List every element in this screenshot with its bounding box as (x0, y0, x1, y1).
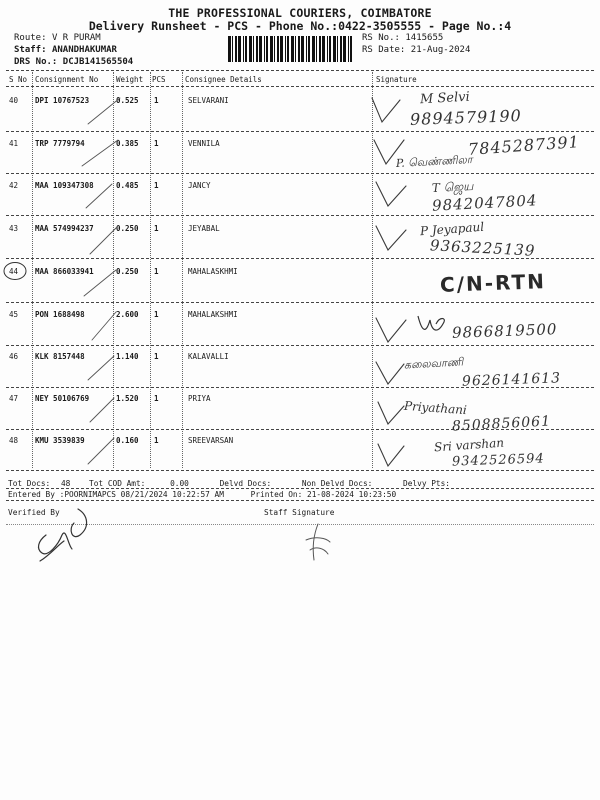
row-consignee: PRIYA (188, 394, 211, 403)
row-weight: 0.160 (116, 436, 139, 445)
row-sno: 47 (9, 394, 19, 403)
signature-name: Priyathani (403, 398, 468, 418)
printed-on-value: 21-08-2024 10:23:50 (307, 490, 397, 499)
row-sno: 40 (9, 96, 19, 105)
route-value: V R PURAM (51, 33, 101, 43)
col-header-consignee: Consignee Details (185, 75, 262, 84)
footer-divider (6, 488, 594, 489)
signature-phone: 9342526594 (451, 451, 545, 470)
route-label: Route: (14, 33, 47, 43)
row-sno: 46 (9, 352, 19, 361)
totals-line (8, 479, 450, 488)
non-delvd-label: Non Delvd Docs: (301, 479, 373, 488)
scribble-signature (416, 312, 450, 338)
col-header-consignment: Consignment No (35, 75, 99, 84)
row-consignee: MAHALASKHMI (188, 267, 238, 276)
cod-label: Tot COD Amt: (89, 479, 146, 488)
page-title: THE PROFESSIONAL COURIERS, COIMBATORE (168, 6, 432, 20)
verifier-signature (28, 505, 108, 565)
row-sno: 41 (9, 139, 19, 148)
row-weight: 0.525 (116, 96, 139, 105)
signature-name: P. வெண்ணிலா (395, 153, 473, 170)
pen-stroke (88, 356, 114, 380)
row-pcs: 1 (154, 139, 159, 148)
row-consignee: MAHALAKSHMI (188, 310, 238, 319)
signature-phone: 9866819500 (451, 320, 558, 342)
tot-docs-value: 48 (60, 479, 71, 488)
row-weight: 1.140 (116, 352, 139, 361)
signature-phone: 9363225139 (429, 236, 536, 260)
row-pcs: 1 (154, 394, 159, 403)
row-consignee: KALAVALLI (188, 352, 229, 361)
staff-label: Staff: (14, 45, 47, 55)
signature-name: P Jeyapaul (419, 219, 485, 239)
verified-by-label: Verified By (8, 508, 60, 517)
check-mark (376, 182, 406, 206)
row-consignment: PON 1688498 (35, 310, 85, 319)
staff-value: ANANDHAKUMAR (51, 45, 117, 55)
row-sno: 44 (9, 267, 19, 276)
drs-value: DCJB141565504 (62, 57, 134, 67)
pen-stroke (82, 140, 118, 166)
row-weight: 0.485 (116, 181, 139, 190)
col-header-weight: Weight (116, 75, 144, 84)
signature-phone: 7845287391 (467, 132, 581, 159)
row-pcs: 1 (154, 96, 159, 105)
pen-stroke (90, 226, 118, 254)
row-pcs: 1 (154, 436, 159, 445)
row-weight: 0.250 (116, 267, 139, 276)
row-pcs: 1 (154, 267, 159, 276)
signature-phone: 9626141613 (461, 370, 562, 390)
row-consignee: SELVARANI (188, 96, 229, 105)
row-sno: 43 (9, 224, 19, 233)
rs-date-value: 21-Aug-2024 (410, 45, 471, 55)
row-consignment: TRP 7779794 (35, 139, 85, 148)
row-consignee: JEYABAL (188, 224, 220, 233)
row-weight: 0.250 (116, 224, 139, 233)
check-mark (376, 362, 404, 384)
delvy-pts-label: Delvy Pts: (403, 479, 450, 488)
tot-docs-label: Tot Docs: (8, 479, 51, 488)
row-consignment: MAA 574994237 (35, 224, 94, 233)
row-weight: 1.520 (116, 394, 139, 403)
page-subtitle: Delivery Runsheet - PCS - Phone No.:0422-3505555 - Page No.:4 (88, 19, 512, 33)
row-sno: 45 (9, 310, 19, 319)
printed-on-label: Printed On: (250, 490, 303, 499)
entered-by-value: POORNIMAPCS 08/21/2024 10:22:57 AM (64, 490, 224, 499)
check-mark (376, 318, 406, 342)
drs-label: DRS No.: (14, 57, 58, 67)
signature-name: M Selvi (419, 89, 471, 108)
check-mark (376, 226, 406, 250)
signature-phone: 9894579190 (409, 106, 523, 129)
pen-stroke (86, 184, 112, 208)
pen-stroke (88, 98, 120, 124)
entered-line (8, 490, 396, 499)
row-consignment: NEY 50106769 (35, 394, 90, 403)
row-consignee: SREEVARSAN (188, 436, 234, 445)
rs-no-value: 1415655 (405, 33, 444, 43)
row-consignment: MAA 866033941 (35, 267, 94, 276)
row-sno: 42 (9, 181, 19, 190)
signature-name: T ஜெய (431, 178, 474, 196)
row-pcs: 1 (154, 181, 159, 190)
col-header-sno: S No (9, 75, 28, 84)
col-header-pcs: PCS (152, 75, 166, 84)
delvd-label: Delvd Docs: (219, 479, 272, 488)
staff-signature-mark (298, 520, 338, 566)
row-pcs: 1 (154, 224, 159, 233)
rs-no-label: RS No.: (362, 33, 400, 43)
row-consignment: MAA 109347308 (35, 181, 94, 190)
pen-stroke (88, 438, 114, 464)
pen-stroke (90, 398, 114, 422)
signature-phone: 9842047804 (431, 191, 538, 215)
check-mark (378, 402, 404, 424)
cod-value: 0.00 (170, 479, 189, 488)
check-mark (378, 444, 404, 466)
signature-name: Sri varshan (433, 435, 505, 455)
row-pcs: 1 (154, 352, 159, 361)
signature-phone: 8508856061 (451, 413, 552, 435)
row-consignment: DPI 10767523 (35, 96, 90, 105)
row-consignment: KLK 8157448 (35, 352, 85, 361)
pen-stroke (92, 312, 116, 340)
entered-by-label: Entered By : (8, 490, 65, 499)
rs-date-label: RS Date: (362, 45, 406, 55)
staff-signature-label: Staff Signature (264, 508, 335, 517)
col-header-signature: Signature (376, 75, 417, 84)
row-consignee: VENNILA (188, 139, 220, 148)
row-consignee: JANCY (188, 181, 211, 190)
row-weight: 0.385 (116, 139, 139, 148)
row-consignment: KMU 3539839 (35, 436, 85, 445)
row-weight: 2.600 (116, 310, 139, 319)
row-pcs: 1 (154, 310, 159, 319)
return-note: C/N-RTN (439, 269, 547, 297)
check-mark (372, 98, 400, 122)
footer-divider (6, 500, 594, 501)
pen-stroke (84, 270, 116, 296)
signature-name: கலைவாணி (403, 355, 464, 372)
row-sno: 48 (9, 436, 19, 445)
